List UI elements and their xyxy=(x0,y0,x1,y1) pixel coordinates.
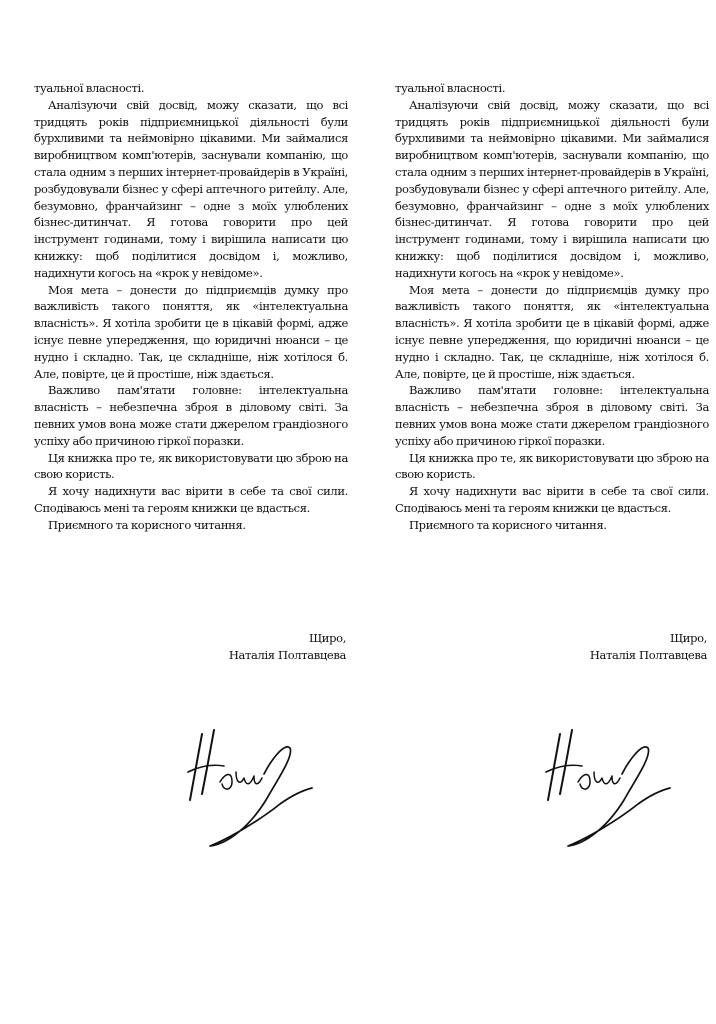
page-number-mark xyxy=(352,1016,368,1024)
closing-text: Щиро, xyxy=(670,631,707,645)
right-page-text xyxy=(395,80,709,534)
paragraph: туальної власності. xyxy=(34,81,145,95)
paragraph: Аналізуючи свій досвід, можу сказати, що всі тридцять років підприємницької діяльності були бурхливими та неймовірно цікавими. Ми займалися виробництвом комп'ютерів, заснували компанію, що стала одним з перших інтернет-провайдерів в Україні, розбудовували бізнес у сфері аптечного ритейлу. Але, безумовно, франчайзинг – одне з моїх улюблених бізнес-дитинчат. Я готова говорити про цей інструмент годинами, тому і вирішила написати цю книжку: щоб поділитися досвідом і, можливо, надихнути когось на «крок у невідоме». xyxy=(34,97,348,280)
left-signature-block xyxy=(34,630,348,664)
paragraph: Важливо пам'ятати головне: інтелектуальна власність – небезпечна зброя в діловому світі. За певних умов вона може стати джерелом грандіозного успіху або причиною гіркої поразки. xyxy=(34,383,348,448)
paragraph: Приємного та корисного читання. xyxy=(409,517,607,532)
handwritten-signature-right xyxy=(538,722,678,852)
paragraph: Я хочу надихнути вас вірити в себе та свої сили. Сподіваюсь мені та героям книжки це вдасться. xyxy=(34,484,348,515)
paragraph: Важливо пам'ятати головне: інтелектуальна власність – небезпечна зброя в діловому світі. За певних умов вона може стати джерелом грандіозного успіху або причиною гіркої поразки. xyxy=(395,383,709,448)
author-name: Наталія Полтавцева xyxy=(228,647,346,662)
paragraph: Моя мета – донести до підприємців думку про важливість такого поняття, як «інтелектуальна власність». Я хотіла зробити це в цікавій формі, адже існує певне упередження, що юридичні нюанси – це нудно і складно. Так, це складніше, ніж хотілося б. Але, повірте, це й простіше, ніж здається. xyxy=(34,282,348,381)
paragraph: Я хочу надихнути вас вірити в себе та свої сили. Сподіваюсь мені та героям книжки це вдасться. xyxy=(395,484,709,515)
handwritten-signature-left xyxy=(180,722,320,852)
closing-text: Щиро, xyxy=(309,631,346,645)
paragraph: Ця книжка про те, як використовувати цю зброю на свою користь. xyxy=(34,450,348,482)
paragraph: Приємного та корисного читання. xyxy=(48,517,246,532)
paragraph: Моя мета – донести до підприємців думку про важливість такого поняття, як «інтелектуальна власність». Я хотіла зробити це в цікавій формі, адже існує певне упередження, що юридичні нюанси – це нудно і складно. Так, це складніше, ніж хотілося б. Але, повірте, це й простіше, ніж здається. xyxy=(395,282,709,381)
paragraph: туальної власності. xyxy=(395,81,506,95)
left-page-text xyxy=(34,80,348,534)
paragraph: Аналізуючи свій досвід, можу сказати, що всі тридцять років підприємницької діяльності були бурхливими та неймовірно цікавими. Ми займалися виробництвом комп'ютерів, заснували компанію, що стала одним з перших інтернет-провайдерів в Україні, розбудовували бізнес у сфері аптечного ритейлу. Але, безумовно, франчайзинг – одне з моїх улюблених бізнес-дитинчат. Я готова говорити про цей інструмент годинами, тому і вирішила написати цю книжку: щоб поділитися досвідом і, можливо, надихнути когось на «крок у невідоме». xyxy=(395,97,709,280)
author-name: Наталія Полтавцева xyxy=(589,647,707,662)
right-signature-block xyxy=(395,630,709,664)
paragraph: Ця книжка про те, як використовувати цю зброю на свою користь. xyxy=(395,450,709,482)
